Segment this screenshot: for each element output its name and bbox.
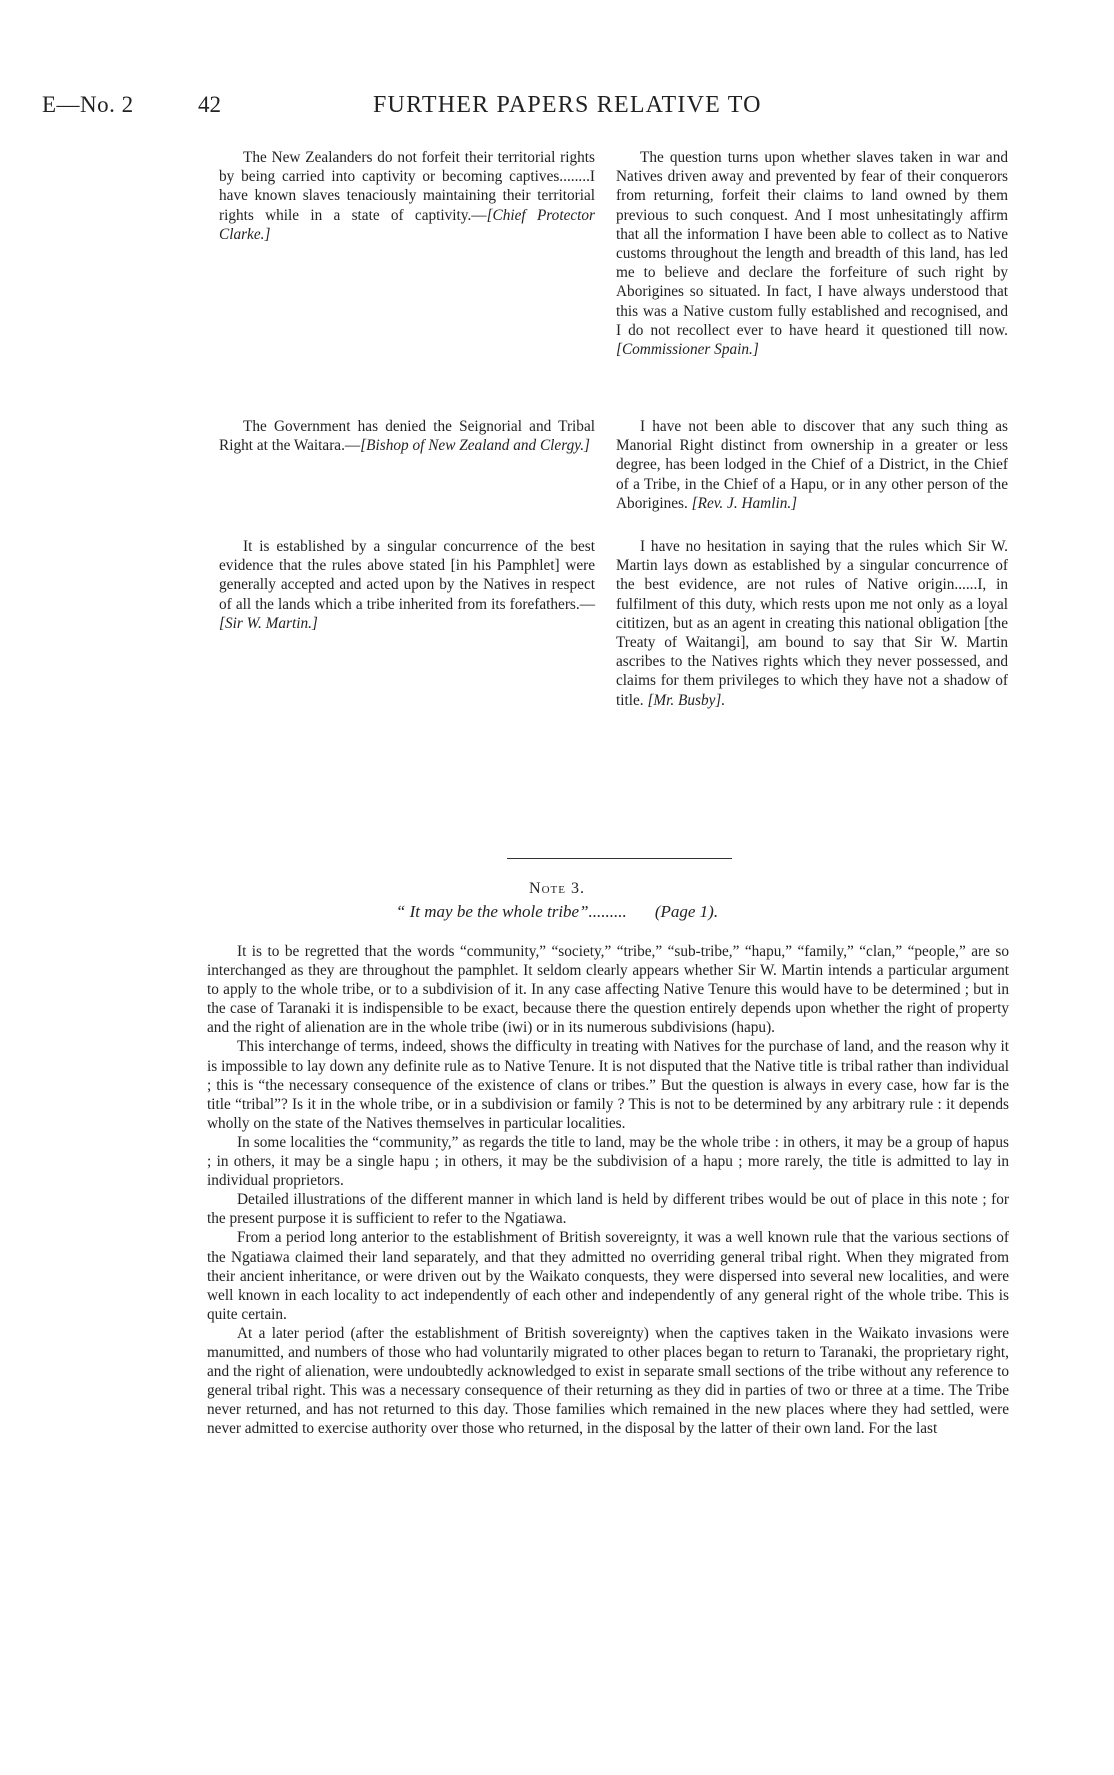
section-divider bbox=[507, 858, 732, 859]
quote-attribution: [Bishop of New Zealand and Clergy.] bbox=[360, 437, 590, 455]
right-quote bbox=[616, 537, 1008, 710]
quote-attribution: [Sir W. Martin.] bbox=[219, 614, 318, 632]
left-quote bbox=[219, 417, 595, 455]
page-header bbox=[0, 92, 1114, 132]
quote-attribution: [Mr. Busby]. bbox=[647, 691, 726, 709]
note-subheading bbox=[0, 902, 1114, 922]
quote-attribution: [Commissioner Spain.] bbox=[616, 341, 759, 359]
note-heading: Note 3. bbox=[529, 880, 585, 897]
quote-text: The Government has denied the Seignorial and Tribal Right at the Waitara.— bbox=[219, 418, 595, 455]
note-quote: “ It may be the whole tribe”......... bbox=[395, 902, 627, 921]
paragraph: Detailed illustrations of the different manner in which land is held by different tribes would be out of place in this note ; for the present purpose it is sufficient to refer to the Ngatiawa. bbox=[207, 1191, 1009, 1228]
quote-attribution: [Chief Protector Clarke.] bbox=[219, 206, 596, 243]
note-body bbox=[207, 942, 1009, 1438]
quote-text: I have no hesitation in saying that the rules which Sir W. Martin lays down as established by a singular concurrence of the best evidence, are not rules of Native origin......I, in fulfilment of this duty, which rests upon me not only as a loyal cititizen, but as an agent in creating this national obligation [the Treaty of Waitangi], am bound to say that Sir W. Martin ascribes to the Natives rights which they never possessed, and claims for them privileges to which they have not a shadow of title. bbox=[616, 538, 1008, 709]
note-page-ref: (Page 1). bbox=[654, 902, 719, 921]
right-quote bbox=[616, 417, 1008, 513]
paragraph: It is to be regretted that the words “community,” “society,” “tribe,” “sub-tribe,” “hapu,” “family,” “clan,” “people,” are so interchanged as they are throughout the pamphlet. It seldom clearly appears whether Sir W. Martin intends a particular argument to apply to the whole tribe, or to a subdivision of it. In any case affecting Native Tenure this would have to be determined ; but in the case of Taranaki it is indispensible to be exact, because there the question entirely depends upon whether the right of property and the right of alienation are in the whole tribe (iwi) or in its numerous subdivisions (hapu). bbox=[207, 943, 1009, 1037]
quote-text: It is established by a singular concurrence of the best evidence that the rules above stated [in his Pamphlet] were generally accepted and acted upon by the Natives in respect of all the lands which a tribe inherited from its forefathers.— bbox=[219, 538, 595, 613]
paragraph: At a later period (after the establishment of British sovereignty) when the captives taken in the Waikato invasions were manumitted, and numbers of those who had voluntarily migrated to other places began to return to Taranaki, the proprietary right, and the right of alienation, were undoubtedly acknowledged to exist in separate small sections of the tribe without any reference to general tribal right. This was a necessary consequence of their returning as they did in parties of two or three at a time. The Tribe never returned, and has not returned to this day. Those families which remained in the new places where they had settled, were never admitted to exercise authority over those who returned, in the disposal by the latter of their own land. For the last bbox=[207, 1324, 1009, 1438]
quote-text: The question turns upon whether slaves taken in war and Natives driven away and prevented by fear of their conquerors from returning, forfeit their claims to land owned by them previous to such conquest. And I most unhesitatingly affirm that all the information I have been able to collect as to Native customs throughout the length and breadth of this land, has led me to believe and declare the forfeiture of such right by Aborigines so situated. In fact, I have always understood that this was a Native custom fully established and recognised, and I do not recollect ever to have heard it questioned till now. bbox=[616, 149, 1008, 339]
quote-attribution: [Rev. J. Hamlin.] bbox=[691, 494, 798, 512]
quote-text: I have not been able to discover that any such thing as Manorial Right distinct from ownership in a greater or less degree, has been lodged in the Chief of a District, in the Chief of a Tribe, in the Chief of a Hapu, or in any other person of the Aborigines. bbox=[616, 418, 1008, 512]
paragraph: From a period long anterior to the establishment of British sovereignty, it was a well known rule that the various sections of the Ngatiawa claimed their land separately, and that they admitted no overriding general tribal right. When they migrated from their ancient inheritance, or were driven out by the Waikato conquests, they were dispersed into several new localities, and were well known in each locality to act independently of each other and independently of any general right of the whole tribe. This is quite certain. bbox=[207, 1229, 1009, 1323]
paragraph: In some localities the “community,” as regards the title to land, may be the whole tribe : in others, it may be a group of hapus ; in others, it may be a single hapu ; in others, it may be the subdivision of a hapu ; more rarely, the title is admitted to lay in individual proprietors. bbox=[207, 1133, 1009, 1190]
document-reference: E—No. 2 bbox=[42, 92, 134, 117]
quote-text: The New Zealanders do not forfeit their territorial rights by being carried into captivity or becoming captives........I have known slaves tenaciously maintaining their territorial rights while in a state of captivity.— bbox=[219, 149, 595, 224]
page-number: 42 bbox=[198, 92, 221, 117]
running-title: FURTHER PAPERS RELATIVE TO bbox=[373, 92, 762, 118]
left-quote bbox=[219, 537, 595, 633]
right-quote bbox=[616, 148, 1008, 359]
left-quote bbox=[219, 148, 595, 244]
paragraph: This interchange of terms, indeed, shows the difficulty in treating with Natives for the purchase of land, and the reason why it is impossible to lay down any definite rule as to Native Tenure. It is not disputed that the Native title is tribal rather than individual ; this is “the necessary consequence of the existence of clans or tribes.” But the question is always in every case, how far is the title “tribal”? Is it in the whole tribe, or in a subdivision or family ? This is not to be determined by any arbitrary rule : it depends wholly on the state of the Natives themselves in particular localities. bbox=[207, 1038, 1009, 1132]
